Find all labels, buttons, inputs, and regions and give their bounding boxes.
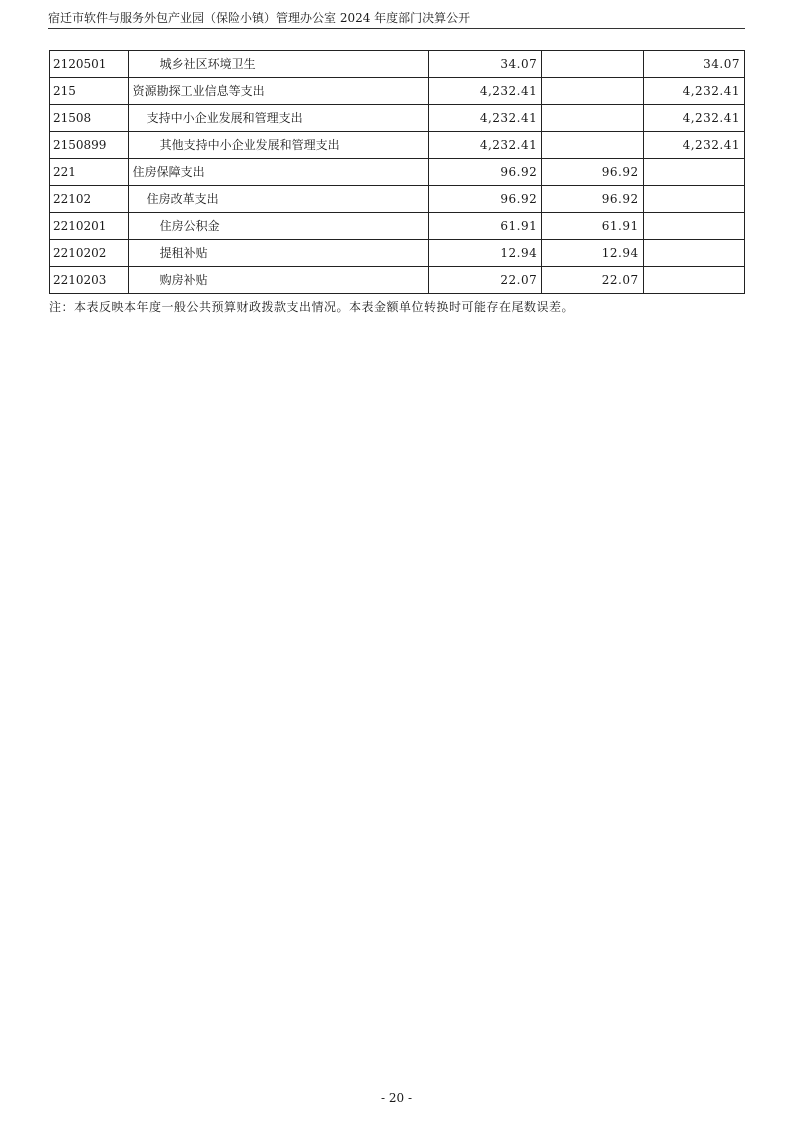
row-total: 96.92 bbox=[428, 186, 542, 213]
row-project: 4,232.41 bbox=[643, 78, 744, 105]
row-basic bbox=[542, 78, 643, 105]
table-row bbox=[50, 78, 745, 105]
table-footnote: 注：本表反映本年度一般公共预算财政拨款支出情况。本表金额单位转换时可能存在尾数误差。 bbox=[49, 300, 575, 314]
table-row bbox=[50, 51, 745, 78]
row-basic: 22.07 bbox=[542, 267, 643, 294]
table-row bbox=[50, 159, 745, 186]
row-basic: 96.92 bbox=[542, 186, 643, 213]
row-code: 22102 bbox=[50, 186, 129, 213]
row-project bbox=[643, 159, 744, 186]
row-basic: 96.92 bbox=[542, 159, 643, 186]
table-row bbox=[50, 186, 745, 213]
row-total: 4,232.41 bbox=[428, 132, 542, 159]
row-name: 支持中小企业发展和管理支出 bbox=[128, 105, 428, 132]
header-rule bbox=[48, 28, 745, 29]
row-total: 22.07 bbox=[428, 267, 542, 294]
row-code: 2120501 bbox=[50, 51, 129, 78]
row-basic bbox=[542, 132, 643, 159]
row-total: 4,232.41 bbox=[428, 105, 542, 132]
page-number: - 20 - bbox=[380, 1091, 412, 1105]
table-row bbox=[50, 132, 745, 159]
row-code: 215 bbox=[50, 78, 129, 105]
row-total: 96.92 bbox=[428, 159, 542, 186]
row-basic: 12.94 bbox=[542, 240, 643, 267]
table-row bbox=[50, 105, 745, 132]
row-name: 提租补贴 bbox=[128, 240, 428, 267]
row-code: 21508 bbox=[50, 105, 129, 132]
page-header: 宿迁市软件与服务外包产业园（保险小镇）管理办公室 2024 年度部门决算公开 bbox=[48, 11, 471, 25]
row-total: 34.07 bbox=[428, 51, 542, 78]
row-project bbox=[643, 186, 744, 213]
table-row bbox=[50, 267, 745, 294]
row-project bbox=[643, 213, 744, 240]
row-total: 4,232.41 bbox=[428, 78, 542, 105]
row-project bbox=[643, 240, 744, 267]
table-row bbox=[50, 240, 745, 267]
row-total: 12.94 bbox=[428, 240, 542, 267]
row-basic bbox=[542, 105, 643, 132]
row-basic: 61.91 bbox=[542, 213, 643, 240]
row-name: 住房改革支出 bbox=[128, 186, 428, 213]
row-name: 城乡社区环境卫生 bbox=[128, 51, 428, 78]
row-name: 住房保障支出 bbox=[128, 159, 428, 186]
row-project: 4,232.41 bbox=[643, 105, 744, 132]
row-project: 34.07 bbox=[643, 51, 744, 78]
row-basic bbox=[542, 51, 643, 78]
row-code: 2210203 bbox=[50, 267, 129, 294]
expenditure-table bbox=[49, 50, 745, 294]
table-row bbox=[50, 213, 745, 240]
row-name: 住房公积金 bbox=[128, 213, 428, 240]
row-code: 221 bbox=[50, 159, 129, 186]
row-total: 61.91 bbox=[428, 213, 542, 240]
row-code: 2210202 bbox=[50, 240, 129, 267]
row-project bbox=[643, 267, 744, 294]
row-code: 2210201 bbox=[50, 213, 129, 240]
row-project: 4,232.41 bbox=[643, 132, 744, 159]
row-name: 其他支持中小企业发展和管理支出 bbox=[128, 132, 428, 159]
row-name: 购房补贴 bbox=[128, 267, 428, 294]
row-code: 2150899 bbox=[50, 132, 129, 159]
row-name: 资源勘探工业信息等支出 bbox=[128, 78, 428, 105]
